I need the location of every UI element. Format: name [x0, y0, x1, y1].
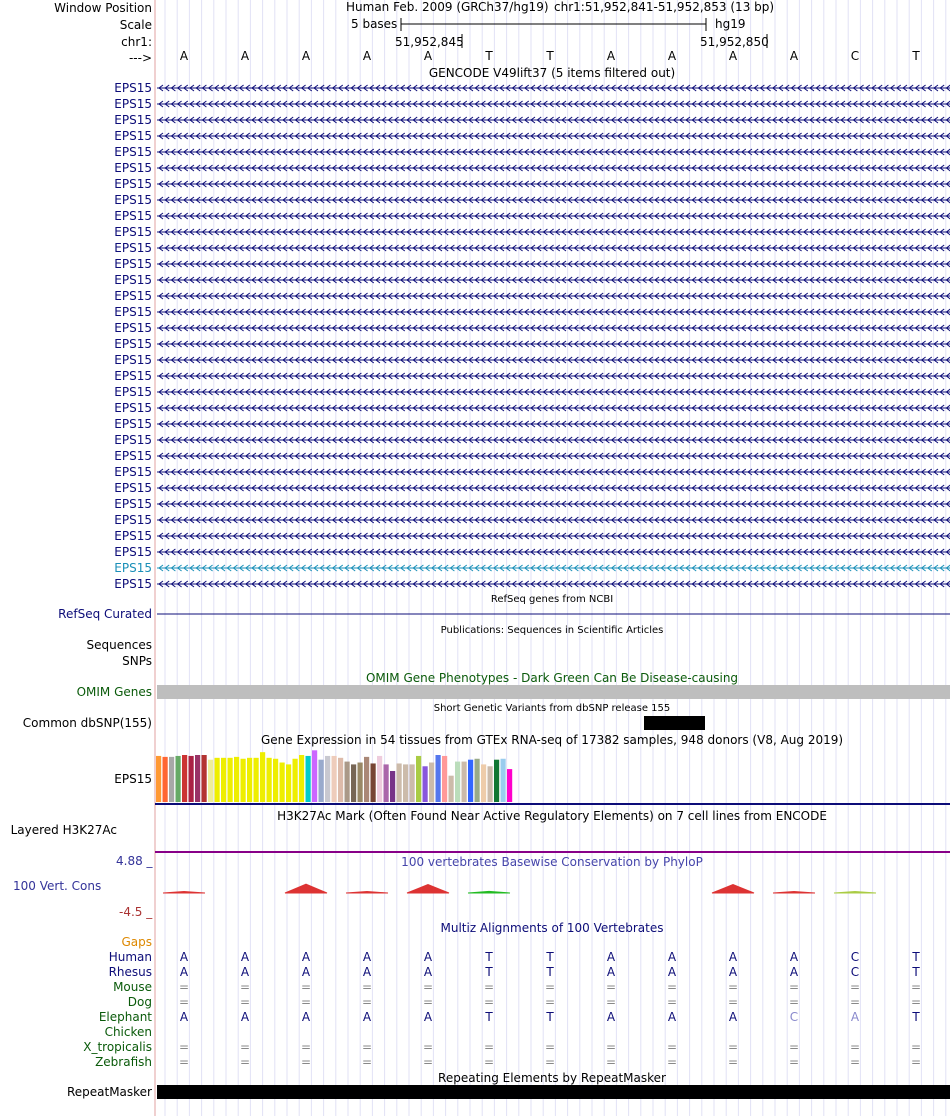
gencode-transcript-label[interactable]: EPS15 — [114, 177, 152, 191]
gencode-transcript[interactable] — [157, 245, 950, 251]
multiz-base: = — [483, 980, 495, 994]
gencode-transcript-label[interactable]: EPS15 — [114, 369, 152, 383]
multiz-base: A — [179, 1010, 189, 1024]
tick-label-left: 51,952,845 — [395, 35, 464, 49]
multiz-base: = — [178, 1055, 190, 1069]
multiz-base: A — [423, 965, 433, 979]
gencode-transcript[interactable] — [157, 277, 950, 283]
gtex-tissue-bar — [397, 763, 402, 802]
reference-base: A — [240, 49, 250, 63]
multiz-base: C — [850, 950, 860, 964]
multiz-base: = — [544, 980, 556, 994]
multiz-base: = — [422, 1055, 434, 1069]
gencode-transcript-label[interactable]: EPS15 — [114, 417, 152, 431]
multiz-base: A — [850, 1010, 860, 1024]
multiz-species-label[interactable]: Human — [108, 950, 152, 964]
gtex-tissue-bar — [501, 759, 506, 802]
gtex-tissue-bar — [377, 756, 382, 802]
gtex-tissue-bar — [241, 759, 246, 802]
gencode-transcript[interactable] — [157, 341, 950, 347]
gencode-transcript[interactable] — [157, 581, 950, 587]
multiz-base: = — [178, 1040, 190, 1054]
multiz-base: = — [727, 1040, 739, 1054]
multiz-base: = — [422, 980, 434, 994]
gencode-transcript-label[interactable]: EPS15 — [114, 481, 152, 495]
multiz-base: A — [423, 950, 433, 964]
gencode-transcript[interactable] — [157, 373, 950, 379]
multiz-base: = — [605, 1040, 617, 1054]
gencode-transcript-label[interactable]: EPS15 — [114, 465, 152, 479]
multiz-base: T — [912, 950, 920, 964]
dbsnp-variant-bar[interactable] — [644, 716, 705, 730]
phylop-score-mark — [346, 892, 388, 894]
multiz-base: T — [485, 965, 493, 979]
phylop-score-mark — [407, 885, 449, 893]
dbsnp-track-label[interactable]: Common dbSNP(155) — [22, 716, 152, 730]
omim-track-title[interactable]: OMIM Gene Phenotypes - Dark Green Can Be Disease-causing — [365, 671, 739, 685]
gencode-transcript-label[interactable]: EPS15 — [114, 289, 152, 303]
multiz-base: = — [910, 995, 922, 1009]
gencode-track-title[interactable]: GENCODE V49lift37 (5 items filtered out) — [428, 66, 676, 80]
multiz-base: A — [606, 950, 616, 964]
multiz-base: = — [239, 1055, 251, 1069]
multiz-base: A — [728, 965, 738, 979]
multiz-species-label[interactable]: Elephant — [98, 1010, 152, 1024]
gencode-transcript[interactable] — [157, 197, 950, 203]
gtex-tissue-bar — [410, 764, 415, 802]
multiz-base: = — [788, 995, 800, 1009]
multiz-base: = — [727, 995, 739, 1009]
gencode-transcript[interactable] — [157, 389, 950, 395]
gencode-transcript[interactable] — [157, 181, 950, 187]
gencode-transcript[interactable] — [157, 469, 950, 475]
multiz-base: A — [301, 950, 311, 964]
refseq-track-title[interactable]: RefSeq genes from NCBI — [490, 594, 614, 605]
multiz-base: = — [483, 1055, 495, 1069]
gencode-gene-models — [157, 85, 950, 587]
multiz-base: A — [179, 950, 189, 964]
omim-track-label[interactable]: OMIM Genes — [76, 685, 152, 699]
gencode-transcript-label[interactable]: EPS15 — [114, 497, 152, 511]
gtex-track-label[interactable]: EPS15 — [114, 772, 152, 786]
scale-text: 5 bases — [351, 17, 398, 31]
gencode-transcript[interactable] — [157, 133, 950, 139]
multiz-base: = — [605, 1055, 617, 1069]
multiz-base: = — [361, 1055, 373, 1069]
phylop-score-marks — [163, 884, 876, 893]
gtex-expression-bars — [156, 750, 512, 802]
gencode-transcript[interactable] — [157, 517, 950, 523]
gencode-transcript-label[interactable]: EPS15 — [114, 561, 152, 575]
gencode-transcript-label[interactable]: EPS15 — [114, 81, 152, 95]
multiz-base: = — [910, 1055, 922, 1069]
gencode-transcript[interactable] — [157, 309, 950, 315]
reference-base: A — [423, 49, 433, 63]
dbsnp-track-title[interactable]: Short Genetic Variants from dbSNP release 155 — [433, 703, 671, 714]
multiz-base: A — [606, 1010, 616, 1024]
gtex-tissue-bar — [195, 755, 200, 802]
multiz-base: C — [850, 965, 860, 979]
multiz-base: = — [910, 980, 922, 994]
repeatmasker-bar[interactable] — [157, 1085, 950, 1099]
gencode-transcript-label[interactable]: EPS15 — [114, 209, 152, 223]
gtex-tissue-bar — [306, 756, 311, 802]
gtex-tissue-bar — [312, 750, 317, 802]
multiz-base: A — [179, 965, 189, 979]
gencode-transcript-label[interactable]: EPS15 — [114, 449, 152, 463]
gencode-transcript[interactable] — [157, 485, 950, 491]
gencode-transcript-label[interactable]: EPS15 — [114, 113, 152, 127]
gtex-tissue-bar — [189, 756, 194, 802]
multiz-base: A — [667, 950, 677, 964]
gtex-tissue-bar — [351, 764, 356, 802]
gtex-tissue-bar — [299, 755, 304, 802]
gencode-transcript-label[interactable]: EPS15 — [114, 321, 152, 335]
gencode-transcript[interactable] — [157, 213, 950, 219]
gencode-transcript-label[interactable]: EPS15 — [114, 225, 152, 239]
reference-base: T — [485, 49, 493, 63]
multiz-base: T — [912, 1010, 920, 1024]
gencode-transcript[interactable] — [157, 437, 950, 443]
phylop-track-label[interactable]: 100 Vert. Cons — [13, 879, 102, 893]
phylop-score-mark — [712, 885, 754, 893]
gencode-transcript[interactable] — [157, 293, 950, 299]
multiz-base: A — [606, 965, 616, 979]
gencode-transcript[interactable] — [157, 549, 950, 555]
gtex-tissue-bar — [403, 764, 408, 802]
h3k27ac-track-title[interactable]: H3K27Ac Mark (Often Found Near Active Regulatory Elements) on 7 cell lines from ENCODE — [277, 809, 827, 823]
multiz-base: A — [240, 965, 250, 979]
gtex-tissue-bar — [442, 756, 447, 802]
gtex-tissue-bar — [358, 763, 363, 802]
scale-label: Scale — [119, 18, 152, 32]
multiz-base: = — [788, 1055, 800, 1069]
multiz-base: = — [239, 1040, 251, 1054]
gtex-tissue-bar — [208, 760, 213, 802]
gencode-transcript[interactable] — [157, 565, 950, 571]
multiz-base: = — [727, 980, 739, 994]
gencode-transcript-label[interactable]: EPS15 — [114, 401, 152, 415]
gtex-tissue-bar — [475, 759, 480, 802]
gencode-transcript[interactable] — [157, 421, 950, 427]
gencode-transcript-label[interactable]: EPS15 — [114, 353, 152, 367]
multiz-base: C — [789, 1010, 799, 1024]
phylop-score-mark — [468, 891, 510, 893]
reference-base: A — [789, 49, 799, 63]
gtex-tissue-bar — [228, 758, 233, 802]
gtex-tissue-bar — [202, 755, 207, 802]
gtex-tissue-bar — [449, 776, 454, 802]
gtex-tissue-bar — [436, 755, 441, 802]
multiz-base: = — [422, 995, 434, 1009]
multiz-base: A — [667, 1010, 677, 1024]
gencode-transcript-label[interactable]: EPS15 — [114, 273, 152, 287]
gencode-transcript[interactable] — [157, 165, 950, 171]
multiz-species-label[interactable]: X_tropicalis — [83, 1040, 152, 1054]
gencode-transcript-label[interactable]: EPS15 — [114, 529, 152, 543]
gtex-tissue-bar — [221, 758, 226, 802]
multiz-base: = — [849, 1040, 861, 1054]
omim-bar — [157, 685, 950, 699]
multiz-base: T — [485, 950, 493, 964]
gencode-transcript[interactable] — [157, 405, 950, 411]
gtex-tissue-bar — [416, 756, 421, 802]
multiz-base: = — [483, 995, 495, 1009]
multiz-base: = — [910, 1040, 922, 1054]
gencode-transcript-label[interactable]: EPS15 — [114, 161, 152, 175]
multiz-base: T — [485, 1010, 493, 1024]
multiz-base: = — [666, 1055, 678, 1069]
gtex-tissue-bar — [481, 764, 486, 802]
gencode-transcript[interactable] — [157, 149, 950, 155]
multiz-base: = — [300, 1055, 312, 1069]
multiz-base: A — [362, 1010, 372, 1024]
gtex-tissue-bar — [371, 763, 376, 802]
multiz-base: A — [789, 950, 799, 964]
assembly-label: hg19 — [715, 17, 746, 31]
reference-base: T — [546, 49, 554, 63]
gtex-tissue-bar — [462, 762, 467, 802]
multiz-base: = — [361, 1040, 373, 1054]
multiz-base: = — [300, 1040, 312, 1054]
multiz-base: A — [789, 965, 799, 979]
multiz-base: = — [605, 980, 617, 994]
gtex-tissue-bar — [507, 769, 512, 802]
gencode-transcript[interactable] — [157, 101, 950, 107]
gencode-transcript-label[interactable]: EPS15 — [114, 433, 152, 447]
publications-label-sequences[interactable]: Sequences — [86, 638, 152, 652]
multiz-base: T — [546, 1010, 554, 1024]
multiz-species-label[interactable]: Zebrafish — [95, 1055, 152, 1069]
multiz-base: = — [300, 980, 312, 994]
reference-base: A — [667, 49, 677, 63]
position-readout: chr1:51,952,841-51,952,853 (13 bp) — [554, 0, 775, 14]
window-position-label: Window Position — [54, 1, 152, 15]
gencode-transcript[interactable] — [157, 533, 950, 539]
multiz-base: T — [546, 965, 554, 979]
gtex-tissue-bar — [384, 764, 389, 802]
phylop-score-mark — [285, 884, 327, 893]
gencode-transcript[interactable] — [157, 325, 950, 331]
multiz-species-label[interactable]: Chicken — [104, 1025, 152, 1039]
reference-base: A — [362, 49, 372, 63]
multiz-base: = — [544, 995, 556, 1009]
multiz-base: A — [728, 1010, 738, 1024]
gtex-tissue-bar — [423, 766, 428, 802]
assembly-title: Human Feb. 2009 (GRCh37/hg19) — [346, 0, 549, 14]
h3k27ac-track-label[interactable]: Layered H3K27Ac — [10, 823, 117, 837]
multiz-base: = — [666, 1040, 678, 1054]
multiz-base: = — [483, 1040, 495, 1054]
multiz-base: = — [849, 980, 861, 994]
phylop-min-label: -4.5 _ — [119, 905, 153, 919]
multiz-base: = — [849, 995, 861, 1009]
reference-base: A — [179, 49, 189, 63]
phylop-max-label: 4.88 _ — [116, 854, 153, 868]
gtex-tissue-bar — [260, 752, 265, 802]
reference-base: A — [606, 49, 616, 63]
gencode-transcript[interactable] — [157, 229, 950, 235]
multiz-base: A — [728, 950, 738, 964]
multiz-base: = — [849, 1055, 861, 1069]
gtex-tissue-bar — [390, 771, 395, 802]
multiz-base: A — [240, 1010, 250, 1024]
multiz-base: = — [544, 1040, 556, 1054]
reference-base: T — [912, 49, 920, 63]
gencode-transcript[interactable] — [157, 85, 950, 91]
gtex-tissue-bar — [319, 760, 324, 802]
gtex-tissue-bar — [254, 758, 259, 802]
gtex-tissue-bar — [156, 756, 161, 802]
gtex-tissue-bar — [234, 757, 239, 802]
multiz-species-label[interactable]: Mouse — [113, 980, 152, 994]
gencode-transcript[interactable] — [157, 261, 950, 267]
phylop-track-title[interactable]: 100 vertebrates Basewise Conservation by PhyloP — [401, 855, 703, 869]
gencode-transcript-label[interactable]: EPS15 — [114, 193, 152, 207]
multiz-base: = — [422, 1040, 434, 1054]
gtex-tissue-bar — [286, 764, 291, 802]
gencode-transcript-label[interactable]: EPS15 — [114, 385, 152, 399]
gencode-transcript-label[interactable]: EPS15 — [114, 241, 152, 255]
reference-base: C — [850, 49, 860, 63]
gencode-transcript-label[interactable]: EPS15 — [114, 577, 152, 591]
phylop-score-mark — [834, 892, 876, 894]
chrom-label: chr1: — [121, 35, 152, 49]
gtex-track-title[interactable]: Gene Expression in 54 tissues from GTEx RNA-seq of 17382 samples, 948 donors (V8, Aug 2019) — [260, 733, 844, 747]
multiz-base: = — [239, 980, 251, 994]
multiz-track-title[interactable]: Multiz Alignments of 100 Vertebrates — [440, 921, 664, 935]
multiz-base: = — [239, 995, 251, 1009]
gencode-transcript[interactable] — [157, 357, 950, 363]
gtex-tissue-bar — [293, 759, 298, 802]
multiz-base: A — [301, 965, 311, 979]
gencode-transcript-label[interactable]: EPS15 — [114, 145, 152, 159]
gtex-tissue-bar — [267, 758, 272, 802]
multiz-base: = — [544, 1055, 556, 1069]
multiz-base: T — [546, 950, 554, 964]
gtex-tissue-bar — [455, 762, 460, 802]
multiz-species-label[interactable]: Rhesus — [108, 965, 152, 979]
publications-track-title[interactable]: Publications: Sequences in Scientific Articles — [440, 625, 664, 636]
gencode-transcript-label[interactable]: EPS15 — [114, 337, 152, 351]
gencode-transcript-label[interactable]: EPS15 — [114, 513, 152, 527]
refseq-track-label[interactable]: RefSeq Curated — [58, 607, 152, 621]
multiz-species-label[interactable]: Dog — [127, 995, 152, 1009]
gtex-tissue-bar — [429, 763, 434, 802]
multiz-base: A — [240, 950, 250, 964]
multiz-base: = — [666, 980, 678, 994]
gtex-tissue-bar — [280, 763, 285, 802]
gencode-transcript-label[interactable]: EPS15 — [114, 97, 152, 111]
gtex-tissue-bar — [494, 760, 499, 802]
gtex-tissue-bar — [325, 756, 330, 802]
phylop-score-mark — [773, 892, 815, 894]
multiz-base: = — [178, 995, 190, 1009]
gencode-transcript[interactable] — [157, 117, 950, 123]
multiz-base: A — [362, 950, 372, 964]
multiz-base: = — [300, 995, 312, 1009]
gtex-tissue-bar — [338, 758, 343, 802]
multiz-base: = — [727, 1055, 739, 1069]
gencode-transcript-label[interactable]: EPS15 — [114, 305, 152, 319]
gtex-tissue-bar — [215, 758, 220, 802]
multiz-base: = — [666, 995, 678, 1009]
gtex-tissue-bar — [163, 757, 168, 802]
repeatmasker-track-title[interactable]: Repeating Elements by RepeatMasker — [438, 1071, 666, 1085]
multiz-base: A — [362, 965, 372, 979]
gtex-tissue-bar — [488, 766, 493, 802]
phylop-score-mark — [163, 892, 205, 894]
tick-label-right: 51,952,850 — [700, 35, 769, 49]
multiz-base: T — [912, 965, 920, 979]
gtex-tissue-bar — [364, 757, 369, 802]
multiz-base: A — [301, 1010, 311, 1024]
gencode-transcript-label[interactable]: EPS15 — [114, 257, 152, 271]
gtex-tissue-bar — [247, 758, 252, 802]
multiz-base: A — [667, 965, 677, 979]
strand-label: ---> — [128, 51, 152, 65]
gencode-transcript[interactable] — [157, 453, 950, 459]
multiz-base: = — [788, 980, 800, 994]
gencode-transcript[interactable] — [157, 501, 950, 507]
gtex-tissue-bar — [169, 757, 174, 802]
multiz-base: = — [178, 980, 190, 994]
gtex-tissue-bar — [176, 756, 181, 802]
multiz-base: A — [423, 1010, 433, 1024]
gtex-tissue-bar — [345, 762, 350, 802]
gtex-tissue-bar — [468, 760, 473, 802]
gencode-transcript-label[interactable]: EPS15 — [114, 545, 152, 559]
multiz-base: = — [788, 1040, 800, 1054]
repeatmasker-track-label[interactable]: RepeatMasker — [66, 1085, 152, 1099]
gtex-tissue-bar — [273, 759, 278, 802]
gtex-tissue-bar — [332, 756, 337, 802]
multiz-gaps-label[interactable]: Gaps — [121, 935, 152, 949]
gencode-transcript-label[interactable]: EPS15 — [114, 129, 152, 143]
reference-base: A — [301, 49, 311, 63]
multiz-base: = — [605, 995, 617, 1009]
multiz-base: = — [361, 980, 373, 994]
reference-base: A — [728, 49, 738, 63]
publications-label-snps[interactable]: SNPs — [122, 654, 152, 668]
gtex-tissue-bar — [182, 755, 187, 802]
multiz-base: = — [361, 995, 373, 1009]
